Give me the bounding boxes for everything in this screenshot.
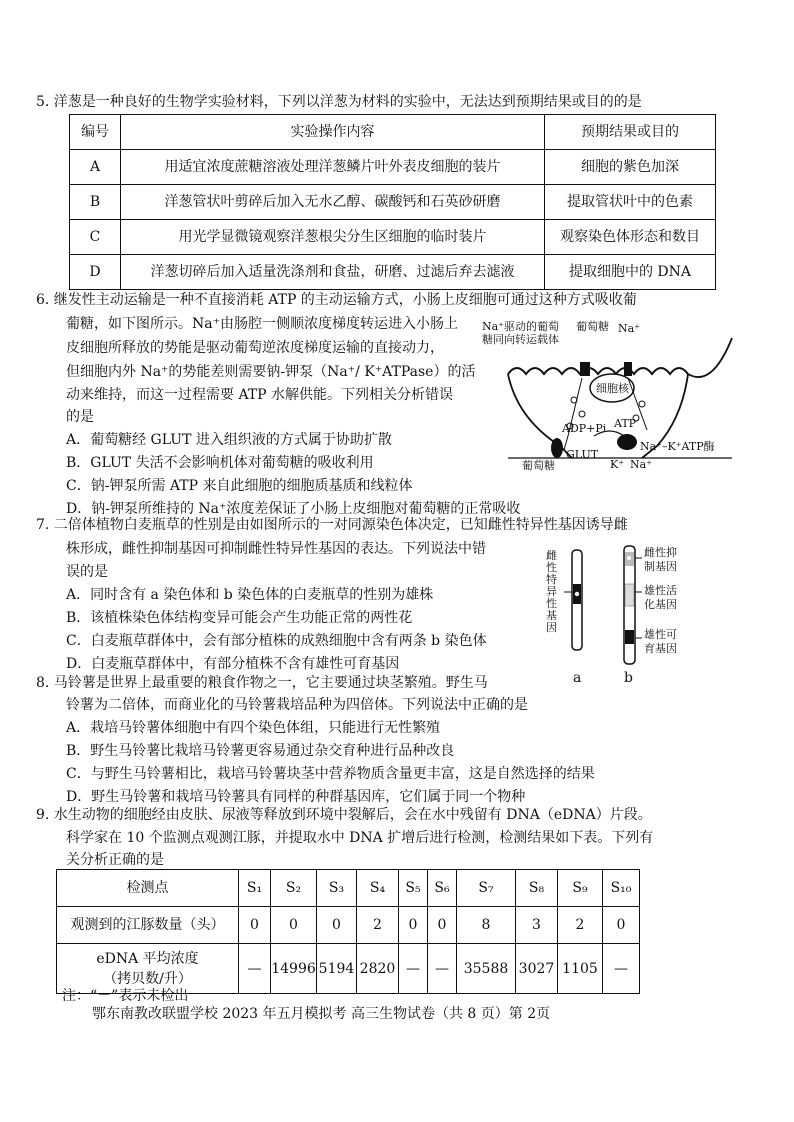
adp-label: ADP+Pi	[562, 422, 607, 435]
table-cell: B	[70, 185, 121, 220]
table-cell: A	[70, 150, 121, 185]
q8-line: 8. 马铃薯是世界上最重要的粮食作物之一，它主要通过块茎繁殖。野生马	[36, 675, 488, 691]
table-cell: 洋葱管状叶剪碎后加入无水乙醇、碳酸钙和石英砂研磨	[121, 185, 545, 220]
table-header: S₂	[271, 870, 317, 907]
q6-line: 皮细胞所释放的势能是驱动葡萄逆浓度梯度运输的直接动力，	[66, 340, 444, 356]
table-cell: C	[70, 220, 121, 255]
male-activation-label-1: 雄性活	[644, 584, 677, 597]
table-cell: —	[428, 944, 457, 994]
page-footer: 鄂东南教改联盟学校 2023 年五月模拟考 高三生物试卷（共 8 页）第 2页	[92, 1006, 551, 1022]
table-row	[70, 150, 716, 185]
table-cell: 0	[239, 907, 271, 944]
q9-line: 科学家在 10 个监测点观测江豚，并提取水中 DNA 扩增后进行检测，检测结果如下表。下列有	[66, 830, 654, 846]
table-cell: eDNA 平均浓度 （拷贝数/升）	[57, 944, 239, 994]
carrier-label-2: 糖同向转运载体	[482, 333, 559, 346]
table-cell: 1105	[558, 944, 603, 994]
table-cell: 3	[516, 907, 558, 944]
table-cell: 5194	[317, 944, 357, 994]
table-cell: 3027	[516, 944, 558, 994]
table-header: S₄	[357, 870, 399, 907]
table-cell: 用光学显微镜观察洋葱根尖分生区细胞的临时装片	[121, 220, 545, 255]
table-header: S₉	[558, 870, 603, 907]
table-row	[57, 870, 640, 907]
table-cell: —	[399, 944, 428, 994]
q8-option-c: C．与野生马铃薯相比，栽培马铃薯块茎中营养物质含量更丰富，这是自然选择的结果	[66, 766, 595, 782]
table-header: S₇	[457, 870, 516, 907]
table-row	[57, 907, 640, 944]
q7-option-a: A．同时含有 a 染色体和 b 染色体的白麦瓶草的性别为雄株	[66, 587, 434, 603]
q9-line: 9. 水生动物的细胞经由皮肤、尿液等释放到环境中裂解后，会在水中残留有 DNA（eDNA）片段。	[36, 807, 652, 823]
table-header: 实验操作内容	[121, 115, 545, 150]
pump-label: Na⁺–K⁺ATP酶	[640, 440, 715, 453]
table-cell: 8	[457, 907, 516, 944]
table-row	[70, 185, 716, 220]
table-cell: 0	[603, 907, 640, 944]
q7-option-c: C．白麦瓶草群体中，会有部分植株的成熟细胞中含有两条 b 染色体	[66, 633, 487, 649]
q7-option-d: D．白麦瓶草群体中，有部分植株不含有雄性可育基因	[66, 656, 400, 672]
table-header: S₆	[428, 870, 457, 907]
table-cell: —	[239, 944, 271, 994]
table-cell: 0	[428, 907, 457, 944]
table-cell: 细胞的紫色加深	[545, 150, 716, 185]
q7-line: 误的是	[66, 564, 108, 580]
table-cell: 观察染色体形态和数目	[545, 220, 716, 255]
table-cell: 2820	[357, 944, 399, 994]
glut-label: GLUT	[566, 448, 599, 461]
q6-option-a: A．葡萄糖经 GLUT 进入组织液的方式属于协助扩散	[66, 432, 392, 448]
sodium-label: Na⁺	[618, 322, 640, 335]
q7-option-b: B．该植株染色体结构变异可能会产生功能正常的两性花	[66, 610, 413, 626]
table-row	[70, 115, 716, 150]
male-fertility-label-2: 育基因	[644, 642, 677, 655]
table-cell: 观测到的江豚数量（头）	[57, 907, 239, 944]
q5-table	[69, 114, 716, 290]
q6-line: 葡糖，如下图所示。Na⁺由肠腔一侧顺浓度梯度转运进入小肠上	[66, 316, 458, 332]
q9-line: 关分析正确的是	[66, 852, 164, 868]
q6-line: 6. 继发性主动运输是一种不直接消耗 ATP 的主动运输方式，小肠上皮细胞可通过这种方式吸收葡	[36, 292, 637, 308]
q7-line: 株形成，雌性抑制基因可抑制雌性特异性基因的表达。下列说法中错	[66, 541, 486, 557]
potassium-label: K⁺	[610, 458, 625, 471]
q5-stem: 5. 洋葱是一种良好的生物学实验材料，下列以洋葱为材料的实验中，无法达到预期结果或目的的是	[36, 94, 642, 110]
table-header: 编号	[70, 115, 121, 150]
nucleus-label: 细胞核	[596, 382, 629, 395]
chromosome-a-label: a	[573, 670, 582, 686]
q6-option-c: C．钠-钾泵所需 ATP 来自此细胞的细胞质基质和线粒体	[66, 478, 413, 494]
q6-line: 动来维持，而这一过程需要 ATP 水解供能。下列相关分析错误	[66, 387, 454, 403]
table-cell: 35588	[457, 944, 516, 994]
table-cell: —	[603, 944, 640, 994]
q8-option-a: A．栽培马铃薯体细胞中有四个染色体组，只能进行无性繁殖	[66, 720, 441, 736]
q6-option-b: B．GLUT 失活不会影响机体对葡萄糖的吸收利用	[66, 455, 374, 471]
female-specific-gene-label: 雌 性 特 异 性 基 因	[546, 549, 557, 634]
female-suppressor-label-2: 制基因	[644, 560, 677, 573]
q8-option-b: B．野生马铃薯比栽培马铃薯更容易通过杂交育种进行品种改良	[66, 743, 455, 759]
q6-line: 的是	[66, 409, 94, 425]
q7-line: 7. 二倍体植物白麦瓶草的性别是由如图所示的一对同源染色体决定，已知雌性特异性基因诱导雌	[36, 517, 628, 533]
table-cell: 2	[357, 907, 399, 944]
q6-option-d: D．钠-钾泵所维持的 Na⁺浓度差保证了小肠上皮细胞对葡萄糖的正常吸收	[66, 501, 521, 517]
q8-option-d: D．野生马铃薯和栽培马铃薯具有同样的种群基因库，它们属于同一个物种	[66, 789, 526, 805]
table-cell: 0	[271, 907, 317, 944]
table-cell: 用适宜浓度蔗糖溶液处理洋葱鳞片叶外表皮细胞的装片	[121, 150, 545, 185]
table-cell: 0	[317, 907, 357, 944]
q9-note: 注：“－”表示未检出	[62, 988, 189, 1004]
sodium-bottom-label: Na⁺	[630, 458, 652, 471]
carrier-label: Na⁺驱动的葡萄	[482, 320, 559, 333]
chromosome-b-label: b	[624, 670, 633, 686]
table-cell: 洋葱切碎后加入适量洗涤剂和食盐，研磨、过滤后弃去滤液	[121, 255, 545, 290]
male-activation-label-2: 化基因	[644, 598, 677, 611]
table-header: S₁₀	[603, 870, 640, 907]
male-fertility-label-1: 雄性可	[644, 628, 677, 641]
table-cell: 2	[558, 907, 603, 944]
female-suppressor-label-1: 雌性抑	[644, 546, 677, 559]
q8-line: 铃薯为二倍体，而商业化的马铃薯栽培品种为四倍体。下列说法中正确的是	[66, 697, 528, 713]
table-row	[70, 220, 716, 255]
table-header: S₁	[239, 870, 271, 907]
table-row	[70, 255, 716, 290]
table-header: 预期结果或目的	[545, 115, 716, 150]
table-cell: 0	[399, 907, 428, 944]
glucose-label: 葡萄糖	[576, 320, 609, 333]
intestinal-cell-figure	[482, 318, 764, 474]
q9-table	[56, 869, 640, 994]
table-cell: 14996	[271, 944, 317, 994]
table-cell: 提取细胞中的 DNA	[545, 255, 716, 290]
atp-label: ATP	[614, 417, 637, 430]
glucose-bottom-label: 葡萄糖	[522, 459, 555, 472]
chromosome-figure	[544, 540, 744, 690]
table-header: S₈	[516, 870, 558, 907]
table-cell: D	[70, 255, 121, 290]
table-header: 检测点	[57, 870, 239, 907]
table-cell: 提取管状叶中的色素	[545, 185, 716, 220]
q6-line: 但细胞内外 Na⁺的势能差则需要钠-钾泵（Na⁺/ K⁺ATPase）的活	[66, 364, 476, 380]
table-header: S₃	[317, 870, 357, 907]
table-header: S₅	[399, 870, 428, 907]
